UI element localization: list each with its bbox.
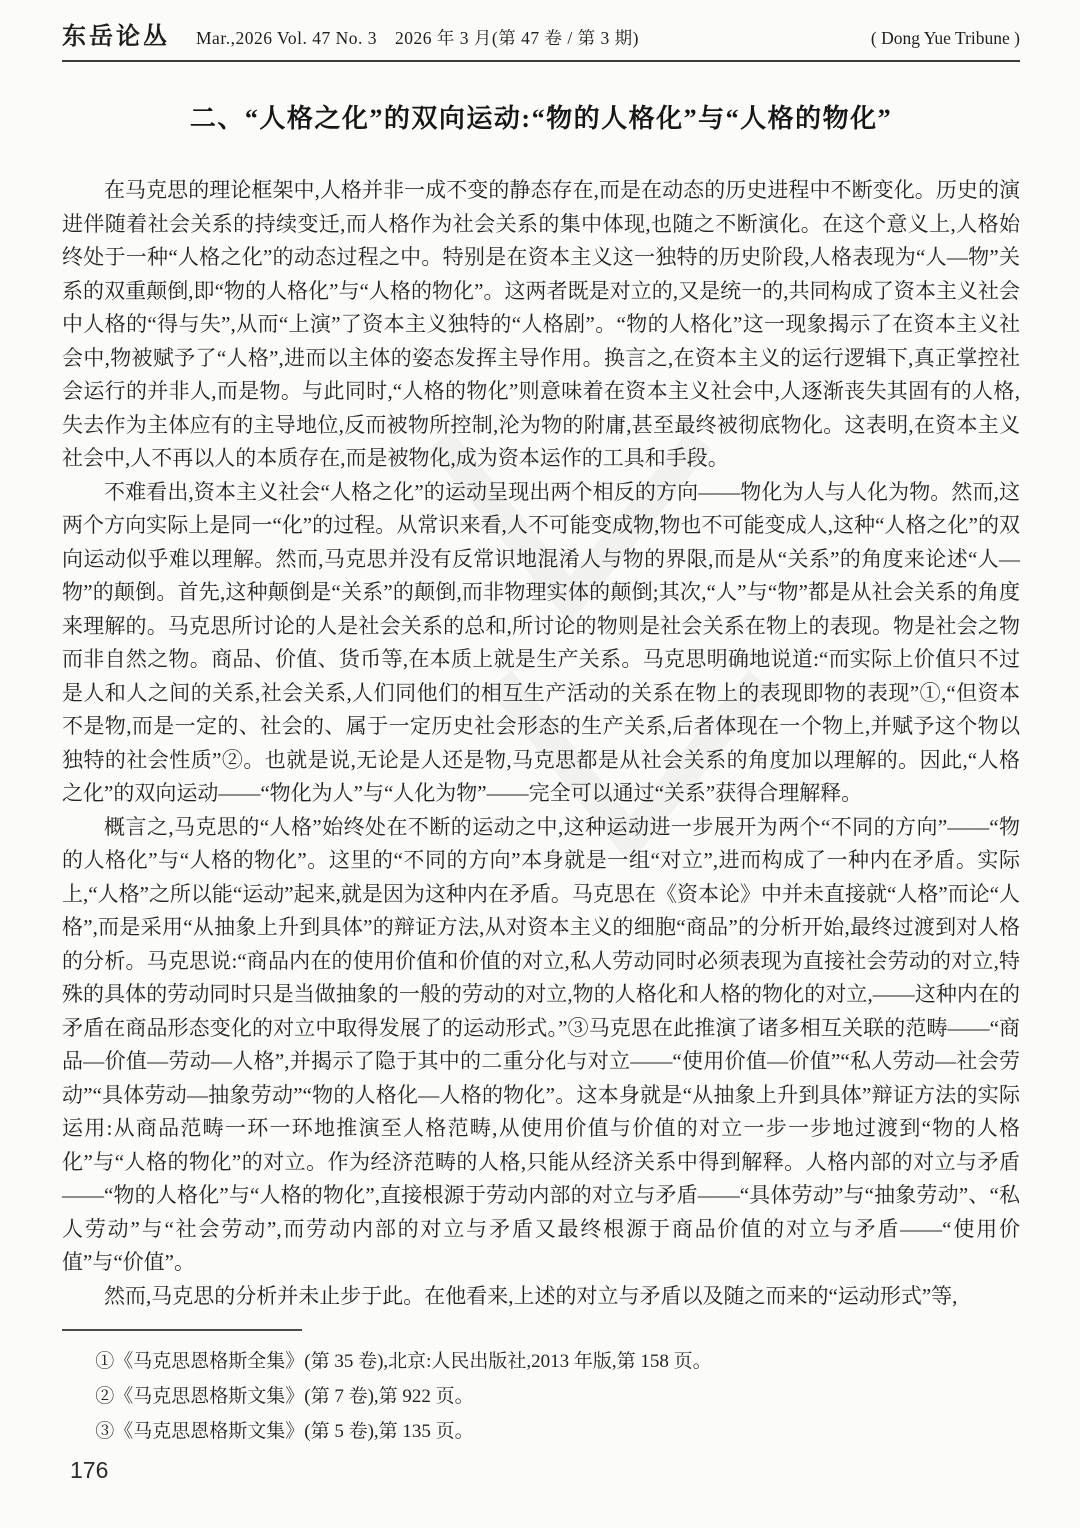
footnote-divider [62, 1329, 302, 1331]
footnote-3: ③《马克思恩格斯文集》(第 5 卷),第 135 页。 [95, 1421, 474, 1442]
footnote-1: ①《马克思恩格斯全集》(第 35 卷),北京:人民出版社,2013 年版,第 158 页。 [95, 1351, 712, 1372]
journal-header [62, 16, 1020, 51]
header-divider [62, 60, 1020, 62]
paragraph-4: 然而,马克思的分析并未止步于此。在他看来,上述的对立与矛盾以及随之而来的“运动形式”等, [104, 1283, 958, 1308]
paragraph-1: 在马克思的理论框架中,人格并非一成不变的静态存在,而是在动态的历史进程中不断变化。历史的演进伴随着社会关系的持续变迁,而人格作为社会关系的集中体现,也随之不断演化。在这个意义上,人格始终处于一种“人格之化”的动态过程之中。特别是在资本主义这一独特的历史阶段,人格表现为“人—物”关系的双重颠倒,即“物的人格化”与“人格的物化”。这两者既是对立的,又是统一的,共同构成了资本主义社会中人格的“得与失”,从而“上演”了资本主义独特的“人格剧”。“物的人格化”这一现象揭示了在资本主义社会中,物被赋予了“人格”,进而以主体的姿态发挥主导作用。换言之,在资本主义的运行逻辑下,真正掌控社会运行的并非人,而是物。与此同时,“人格的物化”则意味着在资本主义社会中,人逐渐丧失其固有的人格,失去作为主体应有的主导地位,反而被物所控制,沦为物的附庸,甚至最终被彻底物化。这表明,在资本主义社会中,人不再以人的本质存在,而是被物化,成为资本运作的工具和手段。 [62, 178, 1020, 470]
paragraph-2: 不难看出,资本主义社会“人格之化”的运动呈现出两个相反的方向——物化为人与人化为物。然而,这两个方向实际上是同一“化”的过程。从常识来看,人不可能变成物,物也不可能变成人,这种“人格之化”的双向运动似乎难以理解。然而,马克思并没有反常识地混淆人与物的界限,而是从“关系”的角度来论述“人—物”的颠倒。首先,这种颠倒是“关系”的颠倒,而非物理实体的颠倒;其次,“人”与“物”都是从社会关系的角度来理解的。马克思所讨论的人是社会关系的总和,所讨论的物则是社会关系在物上的表现。物是社会之物而非自然之物。商品、价值、货币等,在本质上就是生产关系。马克思明确地说道:“而实际上价值只不过是人和人之间的关系,社会关系,人们同他们的相互生产活动的关系在物上的表现即物的表现”①,“但资本不是物,而是一定的、社会的、属于一定历史社会形态的生产关系,后者体现在一个物上,并赋予这个物以独特的社会性质”②。也就是说,无论是人还是物,马克思都是从社会关系的角度加以理解的。因此,“人格之化”的双向运动——“物化为人”与“人化为物”——完全可以通过“关系”获得合理解释。 [62, 479, 1020, 805]
article-body [62, 174, 1020, 1313]
footnotes [62, 1344, 1020, 1449]
page-number: 176 [70, 1457, 109, 1483]
footnote-2: ②《马克思恩格斯文集》(第 7 卷),第 922 页。 [95, 1386, 474, 1407]
paragraph-3: 概言之,马克思的“人格”始终处在不断的运动之中,这种运动进一步展开为两个“不同的方向”——“物的人格化”与“人格的物化”。这里的“不同的方向”本身就是一组“对立”,进而构成了一种内在矛盾。实际上,“人格”之所以能“运动”起来,就是因为这种内在矛盾。马克思在《资本论》中并未直接就“人格”而论“人格”,而是采用“从抽象上升到具体”的辩证方法,从对资本主义的细胞“商品”的分析开始,最终过渡到对人格的分析。马克思说:“商品内在的使用价值和价值的对立,私人劳动同时必须表现为直接社会劳动的对立,特殊的具体的劳动同时只是当做抽象的一般的劳动的对立,物的人格化和人格的物化的对立,——这种内在的矛盾在商品形态变化的对立中取得发展了的运动形式。”③马克思在此推演了诸多相互关联的范畴——“商品—价值—劳动—人格”,并揭示了隐于其中的二重分化与对立——“使用价值—价值”“私人劳动—社会劳动”“具体劳动—抽象劳动”“物的人格化—人格的物化”。这本身就是“从抽象上升到具体”辩证方法的实际运用:从商品范畴一环一环地推演至人格范畴,从使用价值与价值的对立一步一步地过渡到“物的人格化”与“人格的物化”的对立。作为经济范畴的人格,只能从经济关系中得到解释。人格内部的对立与矛盾——“物的人格化”与“人格的物化”,直接根源于劳动内部的对立与矛盾——“具体劳动”与“抽象劳动”、“私人劳动”与“社会劳动”,而劳动内部的对立与矛盾又最终根源于商品价值的对立与矛盾——“使用价值”与“价值”。 [62, 814, 1020, 1274]
journal-name-cn: 东岳论丛 [62, 24, 170, 50]
journal-issue-info: Mar.,2026 Vol. 47 No. 3 2026 年 3 月(第 47 卷 / 第 3 期) [196, 28, 639, 48]
journal-name-en: ( Dong Yue Tribune ) [870, 28, 1020, 48]
section-title: 二、“人格之化”的双向运动:“物的人格化”与“人格的物化” [189, 104, 893, 133]
